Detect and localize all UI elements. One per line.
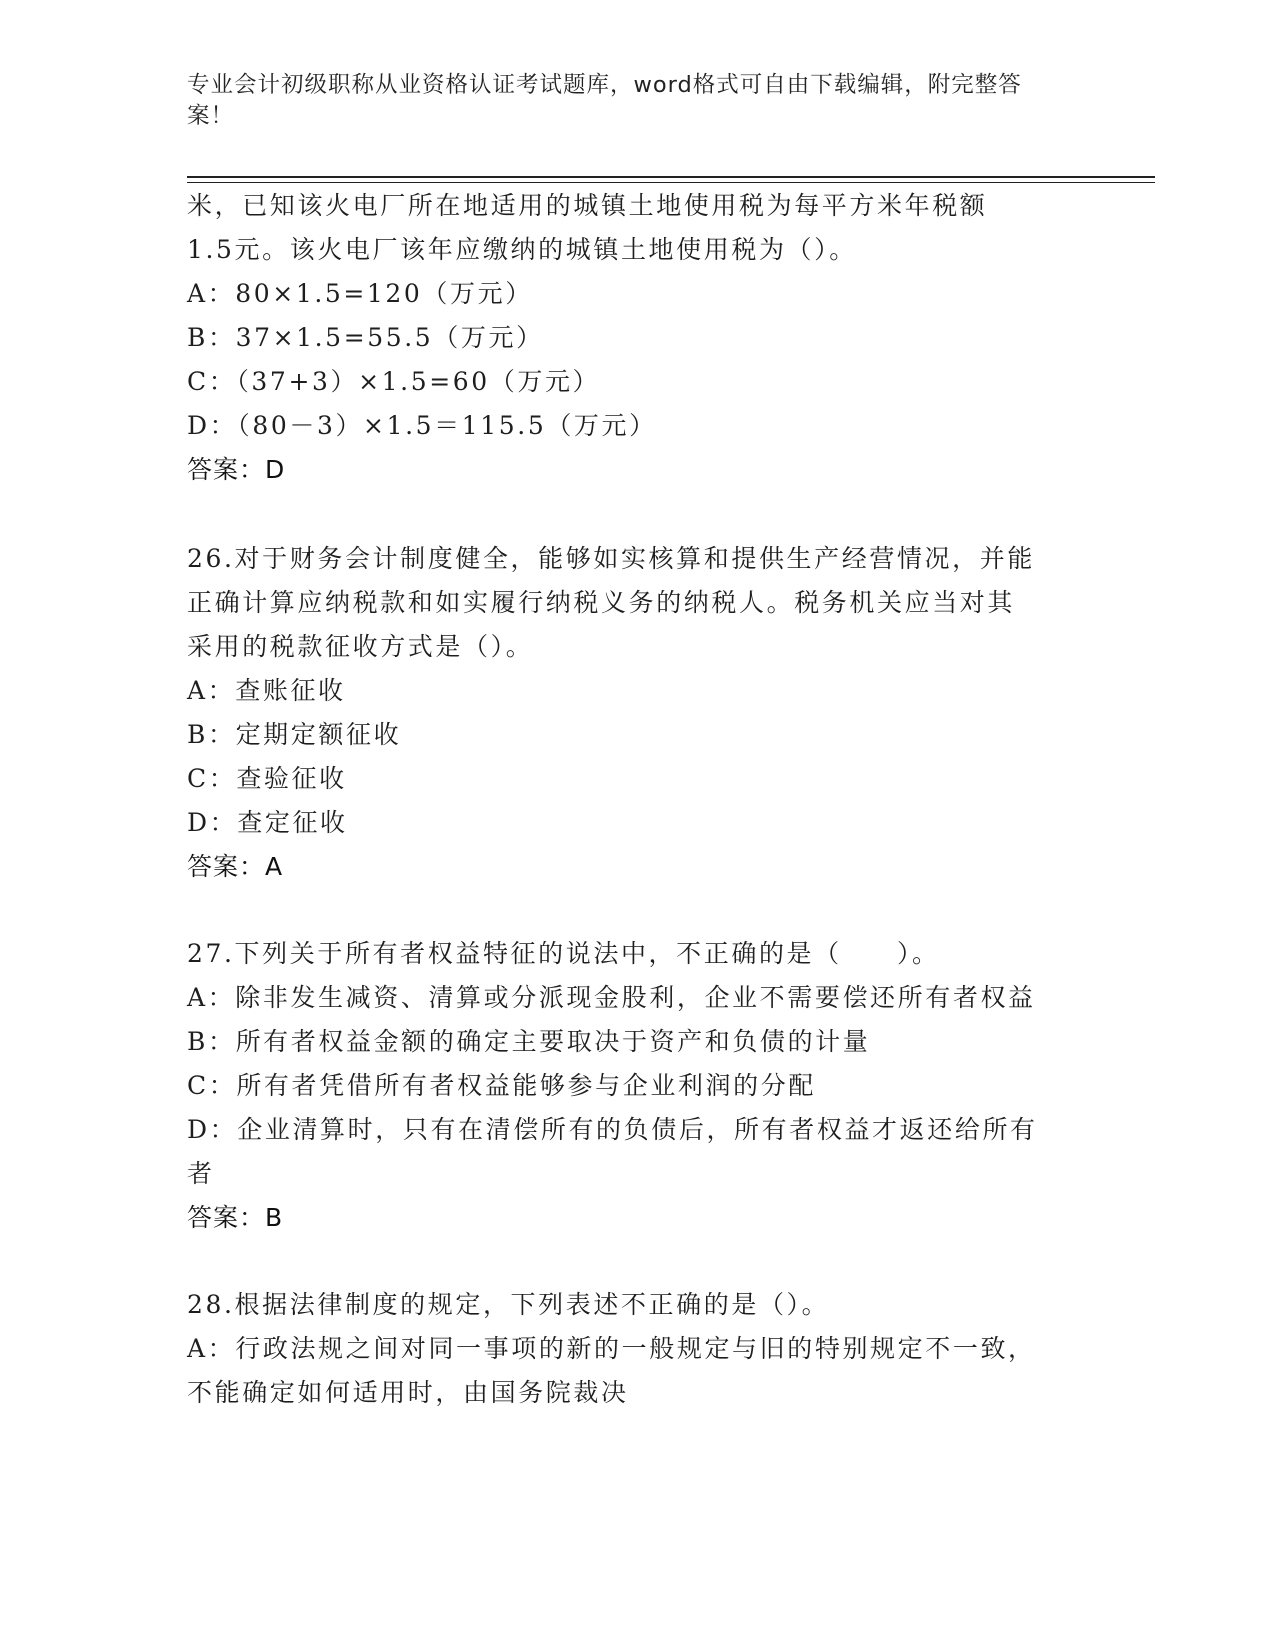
q27-stem-line-1: 27.下列关于所有者权益特征的说法中，不正确的是（ ）。 [187,939,940,968]
q25-option-c: C：（37+3）×1.5=60（万元） [187,367,601,396]
q25-answer: 答案：D [187,455,286,484]
page-header [187,70,1067,132]
q26-stem-line-2: 正确计算应纳税款和如实履行纳税义务的纳税人。税务机关应当对其 [187,588,1016,617]
q28-option-a-line-2: 不能确定如何适用时，由国务院裁决 [187,1378,629,1407]
q26-stem-line-1: 26.对于财务会计制度健全，能够如实核算和提供生产经营情况，并能 [187,544,1035,573]
q28-option-a-line-1: A：行政法规之间对同一事项的新的一般规定与旧的特别规定不一致， [187,1334,1036,1363]
q25-stem-line-1: 米，已知该火电厂所在地适用的城镇土地使用税为每平方米年税额 [187,191,988,220]
q25-option-d: D：（80－3）×1.5＝115.5（万元） [187,411,657,440]
q27-option-c: C：所有者凭借所有者权益能够参与企业利润的分配 [187,1071,816,1100]
q26-option-d: D：查定征收 [187,808,348,837]
q27-option-d-line-2: 者 [187,1159,215,1188]
header-line-1: 专业会计初级职称从业资格认证考试题库，word格式可自由下载编辑，附完整答 [187,72,1022,98]
q25-option-b: B：37×1.5=55.5（万元） [187,323,544,352]
q27-option-a: A：除非发生减资、清算或分派现金股利，企业不需要偿还所有者权益 [187,983,1036,1012]
header-line-2: 案！ [187,103,235,129]
q26-stem-line-3: 采用的税款征收方式是（）。 [187,632,534,661]
q26-answer: 答案：A [187,852,284,881]
header-rule-thin [187,182,1155,183]
q25-option-a: A：80×1.5=120（万元） [187,279,533,308]
q28-stem-line-1: 28.根据法律制度的规定，下列表述不正确的是（）。 [187,1290,830,1319]
q27-answer: 答案：B [187,1203,284,1232]
q26-option-c: C：查验征收 [187,764,347,793]
q27-option-d-line-1: D：企业清算时，只有在清偿所有的负债后，所有者权益才返还给所有 [187,1115,1038,1144]
q25-stem-line-2: 1.5元。该火电厂该年应缴纳的城镇土地使用税为（）。 [187,235,857,264]
header-rule-thick [187,176,1155,178]
q26-option-b: B：定期定额征收 [187,720,402,749]
q27-option-b: B：所有者权益金额的确定主要取决于资产和负债的计量 [187,1027,871,1056]
q26-option-a: A：查账征收 [187,676,346,705]
